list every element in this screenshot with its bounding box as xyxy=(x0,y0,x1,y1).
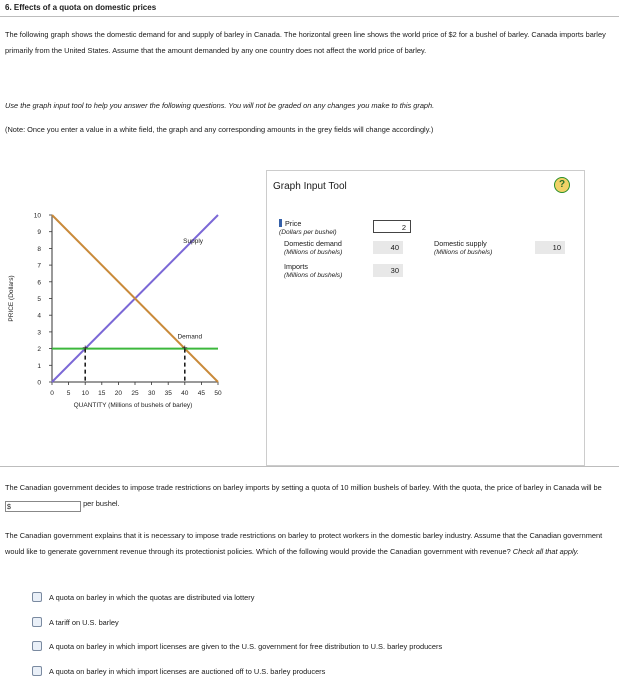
graph-input-tool xyxy=(266,170,585,466)
dollar-sign: $ xyxy=(7,504,11,511)
y-tick-label: 4 xyxy=(37,312,41,320)
domestic-demand-value: 40 xyxy=(373,241,403,254)
y-tick-label: 6 xyxy=(37,279,41,287)
price-marker-icon xyxy=(279,219,282,227)
y-tick-label: 7 xyxy=(37,262,41,270)
supply-demand-chart[interactable] xyxy=(0,196,250,426)
instruction-text: Use the graph input tool to help you answer the following questions. You will not be graded on any changes you make to this graph. xyxy=(5,101,435,110)
x-tick-label: 25 xyxy=(131,390,139,397)
imports-value: 30 xyxy=(373,264,403,277)
imports-unit: (Millions of bushels) xyxy=(284,272,343,279)
demand-label-group xyxy=(284,240,342,257)
question-title: 6. Effects of a quota on domestic prices xyxy=(5,3,157,12)
option-label: A quota on barley in which import licenses are auctioned off to U.S. barley producers xyxy=(49,667,326,676)
x-tick-label: 10 xyxy=(81,390,89,397)
y-tick-label: 5 xyxy=(37,296,41,303)
y-tick-label: 1 xyxy=(37,362,41,370)
y-axis-label: PRICE (Dollars) xyxy=(8,275,15,322)
domestic-supply-unit: (Millions of bushels) xyxy=(434,249,493,256)
quota-price-input[interactable] xyxy=(5,501,81,512)
x-tick-label: 20 xyxy=(114,390,123,397)
y-tick-label: 0 xyxy=(37,379,41,387)
y-tick-label: 9 xyxy=(37,229,41,237)
supply-label: Supply xyxy=(183,238,204,246)
price-label-group xyxy=(279,219,337,237)
option-auctioned-licenses[interactable] xyxy=(32,666,325,676)
revenue-question xyxy=(5,528,611,560)
option-tariff[interactable] xyxy=(32,617,119,627)
quota-question-suffix: per bushel. xyxy=(83,499,120,508)
revenue-question-text: The Canadian government explains that it is necessary to impose trade restrictions on barley to protect workers in the domestic barley industry. Assume that the Canadian government would like to generate government revenue through its protectionist policies. Which of the following would provide the Canadian government with revenue? xyxy=(5,531,603,556)
tool-title: Graph Input Tool xyxy=(273,181,347,192)
title-divider xyxy=(0,16,619,17)
x-tick-label: 5 xyxy=(66,390,71,397)
x-tick-label: 40 xyxy=(181,390,189,397)
x-tick-label: 50 xyxy=(214,390,222,397)
option-label: A tariff on U.S. barley xyxy=(49,618,119,627)
revenue-question-hint: Check all that apply. xyxy=(512,547,579,556)
option-free-licenses[interactable] xyxy=(32,641,442,651)
domestic-demand-unit: (Millions of bushels) xyxy=(284,249,343,256)
imports-label-group xyxy=(284,263,342,280)
supply-intersection-marker: + xyxy=(82,343,89,355)
x-axis-label: QUANTITY (Millions of bushels of barley) xyxy=(73,402,193,409)
help-icon[interactable]: ? xyxy=(554,177,570,193)
y-tick-label: 2 xyxy=(37,346,41,354)
y-tick-label: 8 xyxy=(37,245,41,253)
graph-divider xyxy=(0,466,619,467)
price-label: Price xyxy=(285,219,302,228)
x-tick-label: 0 xyxy=(50,390,54,397)
domestic-demand-label: Domestic demand xyxy=(284,239,342,248)
intro-paragraph: The following graph shows the domestic demand for and supply of barley in Canada. The horizontal green line shows the world price of $2 for a bushel of barley. Canada imports barley primarily from the United States. Assume that the amount demanded by any one country does not affect the world price of barley. xyxy=(5,30,606,55)
quota-question-text: The Canadian government decides to impose trade restrictions on barley imports by setting a quota of 10 million bushels of barley. With the quota, the price of barley in Canada will be xyxy=(5,483,602,492)
y-tick-label: 3 xyxy=(37,329,41,337)
domestic-supply-value: 10 xyxy=(535,241,565,254)
x-tick-label: 35 xyxy=(164,390,172,397)
demand-label: Demand xyxy=(177,333,203,341)
price-input[interactable]: 2 xyxy=(373,220,411,233)
quota-question xyxy=(5,480,611,512)
demand-intersection-marker: + xyxy=(181,343,188,355)
option-checkbox[interactable] xyxy=(32,617,42,627)
domestic-supply-label: Domestic supply xyxy=(434,239,487,248)
x-tick-label: 15 xyxy=(98,390,106,397)
option-checkbox[interactable] xyxy=(32,666,42,676)
x-tick-label: 30 xyxy=(147,390,156,397)
option-label: A quota on barley in which the quotas are distributed via lottery xyxy=(49,593,255,602)
imports-label: Imports xyxy=(284,262,308,271)
option-checkbox[interactable] xyxy=(32,641,42,651)
note-text: (Note: Once you enter a value in a white field, the graph and any corresponding amounts in the grey fields will change accordingly.) xyxy=(5,125,434,134)
option-label: A quota on barley in which import licenses are given to the U.S. government for free distribution to U.S. barley producers xyxy=(49,642,443,651)
option-checkbox[interactable] xyxy=(32,592,42,602)
supply-label-group xyxy=(434,240,492,257)
x-tick-label: 45 xyxy=(197,390,206,397)
y-tick-label: 10 xyxy=(33,212,41,220)
price-unit: (Dollars per bushel) xyxy=(279,229,337,236)
option-lottery-quota[interactable] xyxy=(32,592,254,602)
